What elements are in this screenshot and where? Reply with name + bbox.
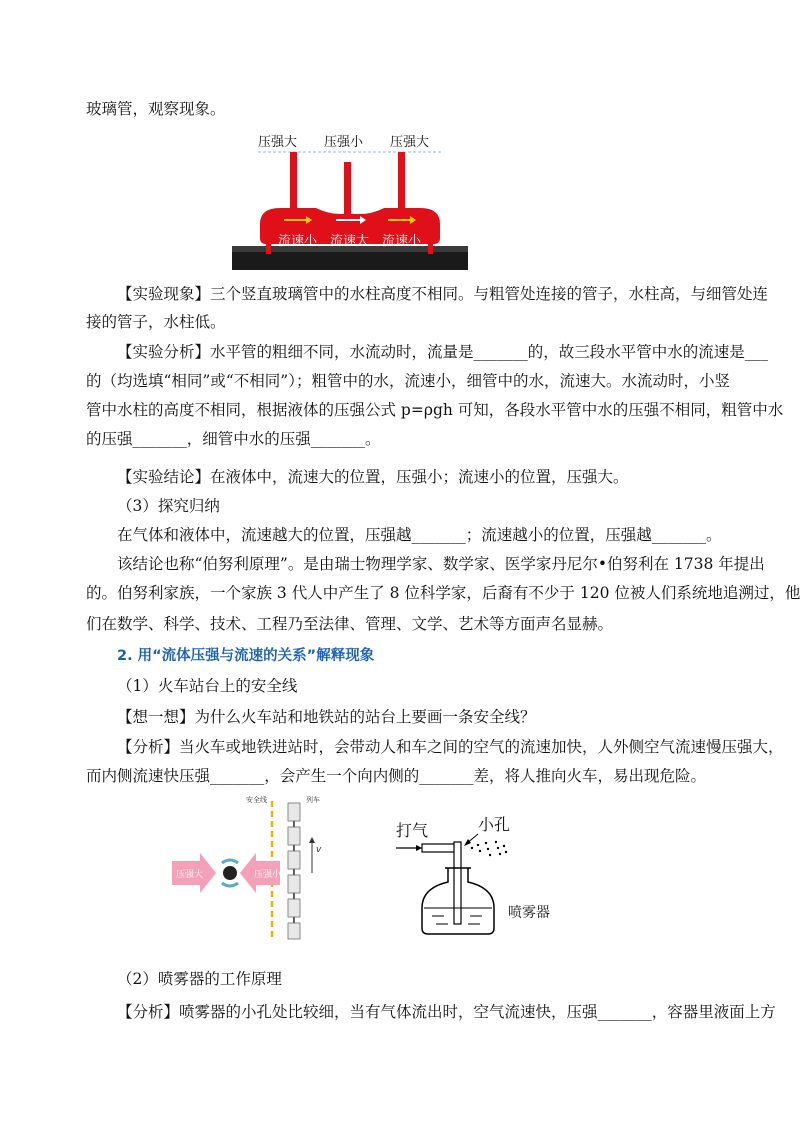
- label-speed-low-right: 流速小: [382, 234, 422, 249]
- label-train: 列车: [306, 796, 320, 804]
- section-heading: 2. 用“流体压强与流速的关系”解释现象: [117, 648, 375, 664]
- sprayer-figure: [392, 808, 582, 938]
- person-shoulder-bottom: [222, 883, 238, 886]
- train-car: [288, 851, 300, 869]
- label-speed-low-left: 流速小: [278, 234, 318, 249]
- text-line-intro: 玻璃管，观察现象。: [86, 100, 226, 118]
- left-leg: [266, 242, 271, 254]
- text-line-analysis-train: 【分析】当火车或地铁进站时，会带动人和车之间的空气的流速加快，人外侧空气流速慢压强大，: [117, 738, 784, 756]
- pipe-pressure-figure: [228, 128, 472, 276]
- pipe-diagram: [228, 128, 472, 276]
- text-line-sprayer-title: （2）喷雾器的工作原理: [117, 970, 282, 988]
- label-pressure-high-right: 压强大: [390, 135, 430, 150]
- train-car: [288, 899, 300, 917]
- label-pressure-high-left: 压强大: [258, 135, 298, 150]
- train-car: [288, 923, 300, 939]
- person-head: [223, 866, 237, 880]
- text-line-conclusion: 【实验结论】在液体中，流速大的位置，压强小；流速小的位置，压强大。: [117, 468, 629, 486]
- text-line-summary-title: （3）探究归纳: [117, 497, 220, 515]
- label-low-pressure: 压强小: [254, 870, 282, 880]
- right-vertical-tube: [398, 152, 405, 212]
- label-speed-high: 流速大: [330, 234, 370, 249]
- text-line-analysis-4: 的压强_______，细管中水的压强_______。: [86, 430, 381, 448]
- text-line-analysis: 【实验分析】水平管的粗细不同，水流动时，流量是_______的，故三段水平管中水的流速是___: [117, 343, 769, 361]
- label-safety-line: 安全线: [246, 796, 267, 804]
- label-small-hole: 小孔: [478, 815, 511, 834]
- text-line-analysis-2: 的（均选填“相同”或“不相同”）；粗管中的水，流速小，细管中的水，流速大。水流动时，小竖: [86, 372, 730, 390]
- label-pressure-low: 压强小: [324, 135, 364, 150]
- label-pump: 打气: [396, 821, 429, 840]
- text-line-bernoulli-3: 们在数学、科学、技术、工程乃至法律、管理、文学、艺术等方面声名显赫。: [86, 615, 614, 633]
- text-line-phenomenon-cont: 接的管子，水柱低。: [86, 313, 226, 331]
- middle-vertical-tube: [344, 162, 351, 216]
- text-line-analysis-train-2: 而内侧流速快压强_______，会产生一个向内侧的_______差，将人推向火车，易出现危险。: [86, 767, 707, 785]
- text-line-bernoulli: 该结论也称“伯努利原理”。是由瑞士物理学家、数学家、医学家丹尼尔•伯努利在 1738 年提出: [117, 555, 765, 573]
- label-high-pressure: 压强大: [176, 870, 204, 880]
- train-car: [288, 875, 300, 893]
- vertical-suction-tube: [454, 842, 461, 924]
- left-vertical-tube: [290, 152, 297, 212]
- label-sprayer: 喷雾器: [508, 905, 550, 921]
- safety-line-figure: [170, 793, 330, 943]
- train-car: [288, 803, 300, 821]
- text-line-summary: 在气体和液体中，流速越大的位置，压强越_______；流速越小的位置，压强越_______。: [117, 526, 722, 544]
- text-line-bernoulli-2: 的。伯努利家族，一个家族 3 代人中产生了 8 位科学家，后裔有不少于 120 位被人们系统地追溯过，他: [86, 584, 800, 602]
- text-line-analysis-3: 管中水柱的高度不相同，根据液体的压强公式 p=ρgh 可知，各段水平管中水的压强不相同，粗管中水: [86, 401, 784, 419]
- text-line-think: 【想一想】为什么火车站和地铁站的站台上要画一条安全线？: [117, 708, 536, 726]
- text-line-phenomenon: 【实验现象】三个竖直玻璃管中的水柱高度不相同。与粗管处连接的管子，水柱高，与细管处连: [117, 285, 769, 303]
- train-car: [288, 827, 300, 845]
- spray-dot: [471, 847, 473, 849]
- label-velocity: v: [316, 845, 322, 855]
- person-shoulder-top: [222, 860, 238, 863]
- text-line-safety-title: （1）火车站台上的安全线: [117, 677, 298, 695]
- pump-tube: [422, 844, 456, 852]
- text-line-sprayer-analysis: 【分析】喷雾器的小孔处比较细，当有气体流出时，空气流速快，压强_______，容器里液面上方: [117, 1003, 776, 1021]
- right-leg: [428, 242, 433, 254]
